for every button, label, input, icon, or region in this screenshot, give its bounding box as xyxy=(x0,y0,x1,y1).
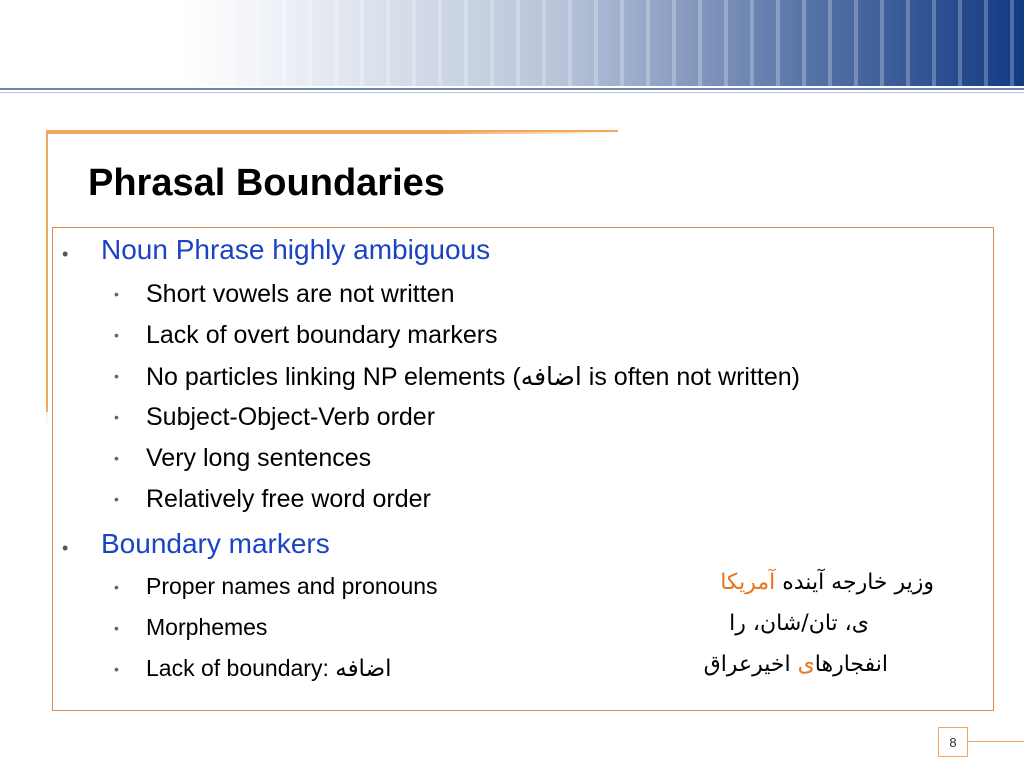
bullet-dot: • xyxy=(114,286,119,302)
sub-bullet-lack-of-boundary xyxy=(146,655,392,682)
header-rule xyxy=(0,88,1024,90)
bullet-dot: • xyxy=(114,368,119,384)
lack-boundary-label: Lack of boundary: xyxy=(146,655,336,681)
page-number-rule xyxy=(967,741,1024,742)
bullet-dot: • xyxy=(114,491,119,507)
bullet-dot: • xyxy=(114,327,119,343)
bullet-boundary-markers: Boundary markers xyxy=(101,528,330,559)
example-lack-of-boundary xyxy=(704,652,888,677)
bullet-dot: • xyxy=(114,409,119,425)
sub-bullet-boundary-markers: Lack of overt boundary markers xyxy=(146,321,498,349)
example-text-end: اخیرعراق xyxy=(703,652,798,677)
no-particles-text: No particles linking NP elements ( xyxy=(146,363,521,391)
example-text: وزیر خارجه آینده xyxy=(775,570,934,595)
title-frame-left-edge xyxy=(46,130,48,430)
sub-bullet-proper-names: Proper names and pronouns xyxy=(146,573,438,599)
example-proper-names xyxy=(720,570,934,595)
example-text: انفجارها xyxy=(814,652,888,677)
sub-bullet-long-sentences: Very long sentences xyxy=(146,444,372,472)
slide-title: Phrasal Boundaries xyxy=(88,162,445,204)
sub-bullet-no-particles xyxy=(146,362,800,392)
no-particles-text-end: is often not written) xyxy=(581,363,801,391)
bullet-noun-phrase: Noun Phrase highly ambiguous xyxy=(101,234,491,265)
example-highlight: آمریکا xyxy=(720,570,776,595)
bullet-dot: • xyxy=(114,620,119,636)
header-rule-thin xyxy=(0,92,1024,93)
ezafe-word: اضافه xyxy=(335,656,392,682)
bullet-dot: • xyxy=(114,579,119,595)
page-number: 8 xyxy=(938,727,968,757)
sub-bullet-short-vowels: Short vowels are not written xyxy=(146,280,455,308)
ezafe-word: اضافه xyxy=(520,362,582,391)
bullet-dot: • xyxy=(62,244,69,264)
example-highlight: ی xyxy=(797,652,815,677)
example-morphemes: ی، تان/شان، را xyxy=(729,611,869,636)
bullet-dot: • xyxy=(114,450,119,466)
bullet-dot: • xyxy=(114,661,119,677)
bullet-dot: • xyxy=(62,538,69,558)
sub-bullet-morphemes: Morphemes xyxy=(146,614,268,640)
sub-bullet-free-word-order: Relatively free word order xyxy=(146,485,431,513)
sub-bullet-sov-order: Subject-Object-Verb order xyxy=(146,403,436,431)
header-banner-stripes xyxy=(0,0,1024,86)
